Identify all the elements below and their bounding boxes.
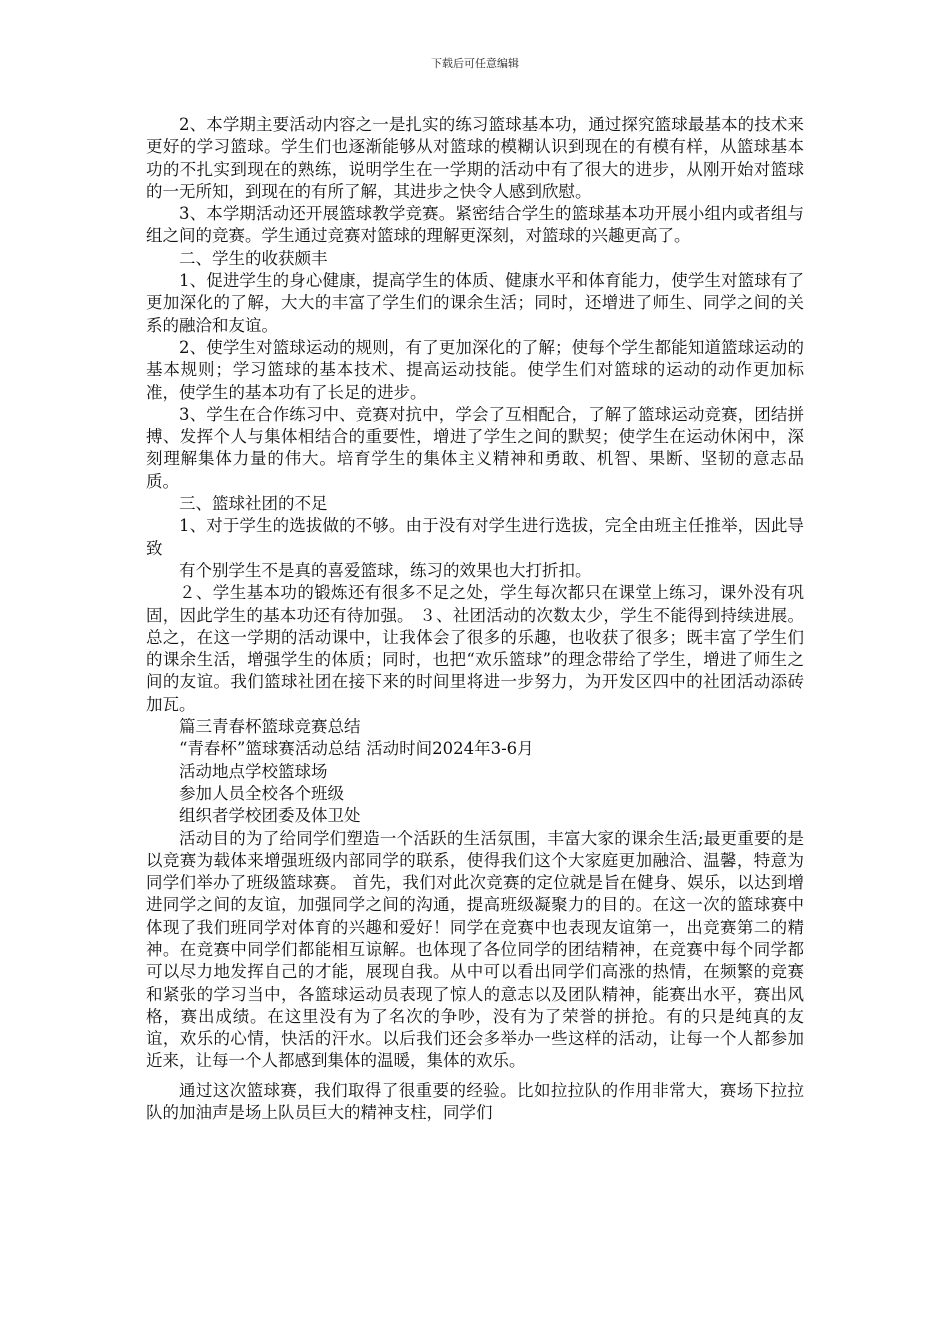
- chapter-heading-youth-cup: 篇三青春杯篮球竞赛总结: [179, 717, 361, 737]
- paragraph-selection-cont: 有个别学生不是真的喜爱篮球，练习的效果也大打折扣。: [179, 560, 592, 580]
- paragraph-teaching-competition: 3、本学期活动还开展篮球教学竞赛。紧密结合学生的篮球基本功开展小组内或者组与组之间的竞赛。学生通过竞赛对篮球的理解更深刻，对篮球的兴趣更高了。: [146, 204, 804, 246]
- document-body: [146, 114, 804, 1124]
- info-participants: 参加人员全校各个班级: [179, 783, 344, 803]
- paragraph-selection: 1、对于学生的选拔做的不够。由于没有对学生进行选拔，完全由班主任推举，因此导致: [146, 516, 804, 558]
- section-heading-shortcomings: 三、篮球社团的不足: [179, 494, 328, 514]
- info-activity-location: 活动地点学校篮球场: [179, 761, 328, 781]
- paragraph-gains-teamwork: 3、学生在合作练习中、竞赛对抗中，学会了互相配合，了解了篮球运动竞赛，团结拼搏、发挥个人与集体相结合的重要性，增进了学生之间的默契；使学生在运动休闲中，深刻理解集体力量的伟大。培育学生的集体主义精神和勇敢、机智、果断、坚韧的意志品质。: [146, 404, 804, 491]
- paragraph-gains-rules: 2、使学生对篮球运动的规则，有了更加深化的了解；使每个学生都能知道篮球运动的基本规则；学习篮球的基本技术、提高运动技能。使学生们对篮球的运动的动作更加标准，使学生的基本功有了长足的进步。: [146, 337, 804, 402]
- info-organizer: 组织者学校团委及体卫处: [179, 806, 361, 826]
- paragraph-gains-health: 1、促进学生的身心健康，提高学生的体质、健康水平和体育能力，使学生对篮球有了更加深化的了解，大大的丰富了学生们的课余生活；同时，还增进了师生、同学之间的关系的融洽和友谊。: [146, 271, 804, 335]
- paragraph-experience: 通过这次篮球赛，我们取得了很重要的经验。比如拉拉队的作用非常大，赛场下拉拉队的加油声是场上队员巨大的精神支柱，同学们: [146, 1080, 804, 1123]
- page-header: 下载后可任意编辑: [431, 57, 519, 70]
- paragraph-basics-practice: 2、本学期主要活动内容之一是扎实的练习篮球基本功，通过探究篮球最基本的技术来更好的学习篮球。学生们也逐渐能够从对篮球的模糊认识到现在的有模有样，从篮球基本功的不扎实到现在的熟练，说明学生在一学期的活动中有了很大的进步，从刚开始对篮球的一无所知，到现在的有所了解，其进步之快令人感到欣慰。: [146, 115, 804, 201]
- paragraph-activity-purpose: 活动目的为了给同学们塑造一个活跃的生活氛围，丰富大家的课余生活;最更重要的是以竞赛为载体来增强班级内部同学的联系，使得我们这个大家庭更加融洽、温馨，特意为同学们举办了班级篮球赛。 首先，我们对此次竞赛的定位就是旨在健身、娱乐，以达到增进同学之间的友谊，加强同学之间的沟通，提高班级凝聚力的目的。在这一次的篮球赛中体现了我们班同学对体育的兴趣和爱好！同学在竞赛中也表现友谊第一，出竞赛第二的精神。在竞赛中同学们都能相互谅解。也体现了各位同学的团结精神，在竞赛中每个同学都可以尽力地发挥自己的才能，展现自我。从中可以看出同学们高涨的热情，在频繁的竞赛和紧张的学习当中，各篮球运动员表现了惊人的意志以及团队精神，能赛出水平，赛出风格，赛出成绩。在这里没有为了名次的争吵，没有为了荣誉的拼抢。有的只是纯真的友谊，欢乐的心情，快活的汗水。以后我们还会多举办一些这样的活动，让每一个人都参加近来，让每一个人都感到集体的温暖，集体的欢乐。: [146, 828, 804, 1071]
- section-heading-gains: 二、学生的收获颇丰: [179, 248, 328, 268]
- paragraph-basics-weak: ２、学生基本功的锻炼还有很多不足之处，学生每次都只在课堂上练习，课外没有巩固，因此学生的基本功还有待加强。 ３、社团活动的次数太少，学生不能得到持续进展。总之，在这一学期的活动课中，让我体会了很多的乐趣，也收获了很多；既丰富了学生们的课余生活，增强学生的体质；同时，也把“欢乐篮球”的理念带给了学生，增进了师生之间的友谊。我们篮球社团在接下来的时间里将进一步努力，为开发区四中的社团活动添砖加瓦。: [146, 583, 804, 714]
- info-activity-time: “青春杯”篮球赛活动总结 活动时间2024年3-6月: [179, 739, 534, 759]
